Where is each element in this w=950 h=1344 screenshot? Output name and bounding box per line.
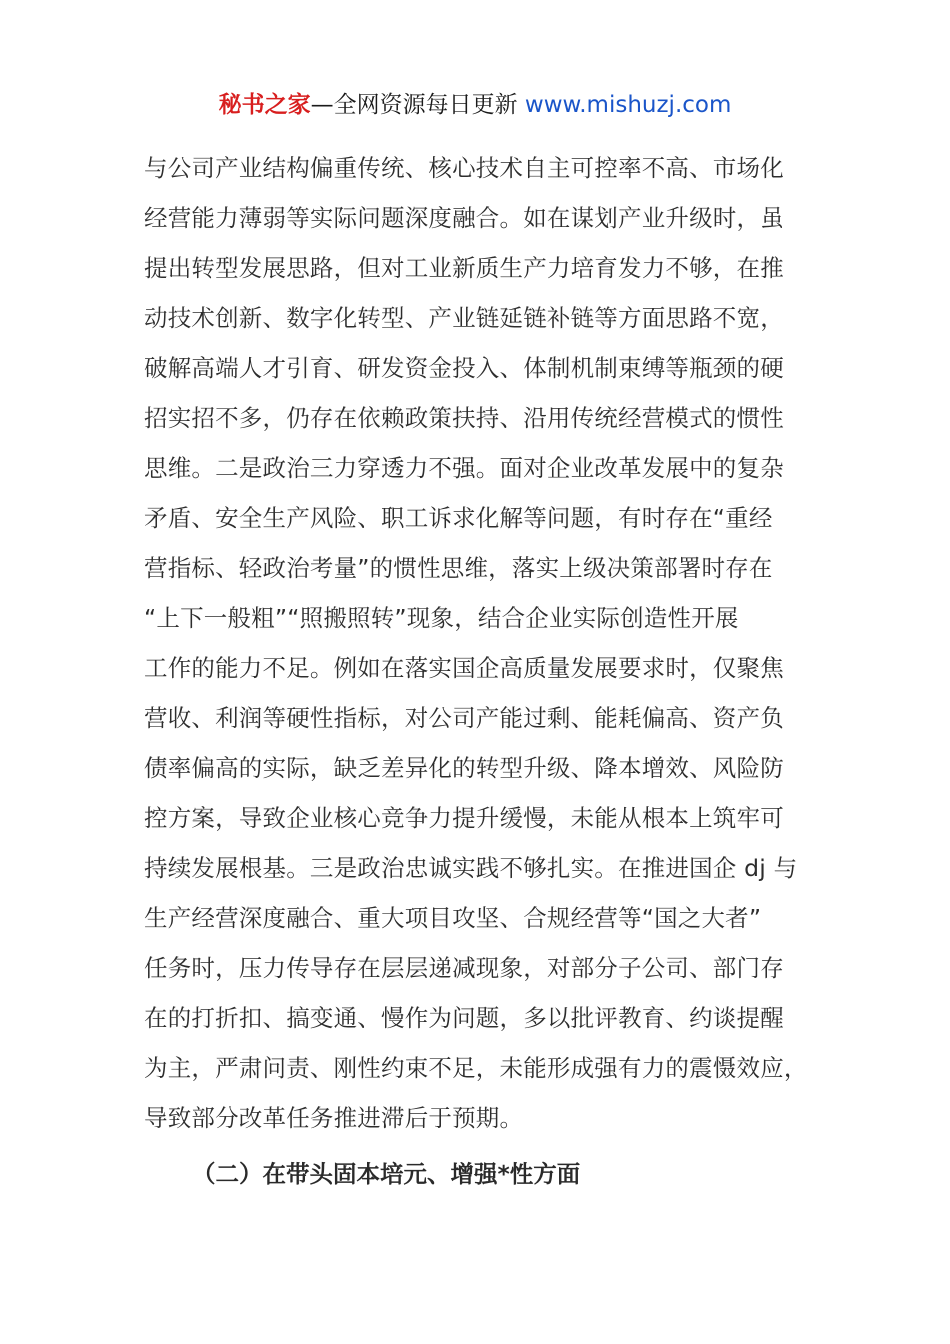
text-line: 与公司产业结构偏重传统、核心技术自主可控率不高、市场化: [144, 154, 784, 182]
text-line: 任务时，压力传导存在层层递减现象，对部分子公司、部门存: [144, 954, 784, 982]
text-line: 经营能力薄弱等实际问题深度融合。如在谋划产业升级时，虽: [144, 204, 784, 232]
site-url-link[interactable]: www.mishuzj.com: [524, 92, 732, 118]
body-paragraph: [144, 143, 808, 1143]
section-heading: （二）在带头固本培元、增强*性方面: [192, 1160, 581, 1188]
text-line: 生产经营深度融合、重大项目攻坚、合规经营等“国之大者”: [144, 904, 762, 932]
text-line: 营指标、轻政治考量”的惯性思维，落实上级决策部署时存在: [144, 554, 773, 582]
text-line: 控方案，导致企业核心竞争力提升缓慢，未能从根本上筑牢可: [144, 804, 784, 832]
text-line: 思维。二是政治三力穿透力不强。面对企业改革发展中的复杂: [144, 454, 784, 482]
text-line: 动技术创新、数字化转型、产业链延链补链等方面思路不宽，: [144, 304, 784, 332]
brand-name: 秘书之家: [218, 92, 311, 118]
text-line: 提出转型发展思路，但对工业新质生产力培育发力不够，在推: [144, 254, 784, 282]
text-line: 招实招不多，仍存在依赖政策扶持、沿用传统经营模式的惯性: [144, 404, 784, 432]
text-line: 为主，严肃问责、刚性约束不足，未能形成强有力的震慑效应，: [144, 1054, 808, 1082]
text-line: 营收、利润等硬性指标，对公司产能过剩、能耗偏高、资产负: [144, 704, 784, 732]
site-header: [0, 88, 950, 122]
text-line: “上下一般粗”“照搬照转”现象，结合企业实际创造性开展: [144, 604, 739, 632]
text-line: 在的打折扣、搞变通、慢作为问题，多以批评教育、约谈提醒: [144, 1004, 784, 1032]
text-line: 破解高端人才引育、研发资金投入、体制机制束缚等瓶颈的硬: [144, 354, 784, 382]
text-line: 导致部分改革任务推进滞后于预期。: [144, 1104, 524, 1132]
text-line: 矛盾、安全生产风险、职工诉求化解等问题，有时存在“重经: [144, 504, 773, 532]
header-tagline: —全网资源每日更新: [310, 92, 525, 118]
text-line: 持续发展根基。三是政治忠诚实践不够扎实。在推进国企 dj 与: [144, 854, 798, 882]
text-line: 债率偏高的实际，缺乏差异化的转型升级、降本增效、风险防: [144, 754, 784, 782]
text-line: 工作的能力不足。例如在落实国企高质量发展要求时，仅聚焦: [144, 654, 784, 682]
